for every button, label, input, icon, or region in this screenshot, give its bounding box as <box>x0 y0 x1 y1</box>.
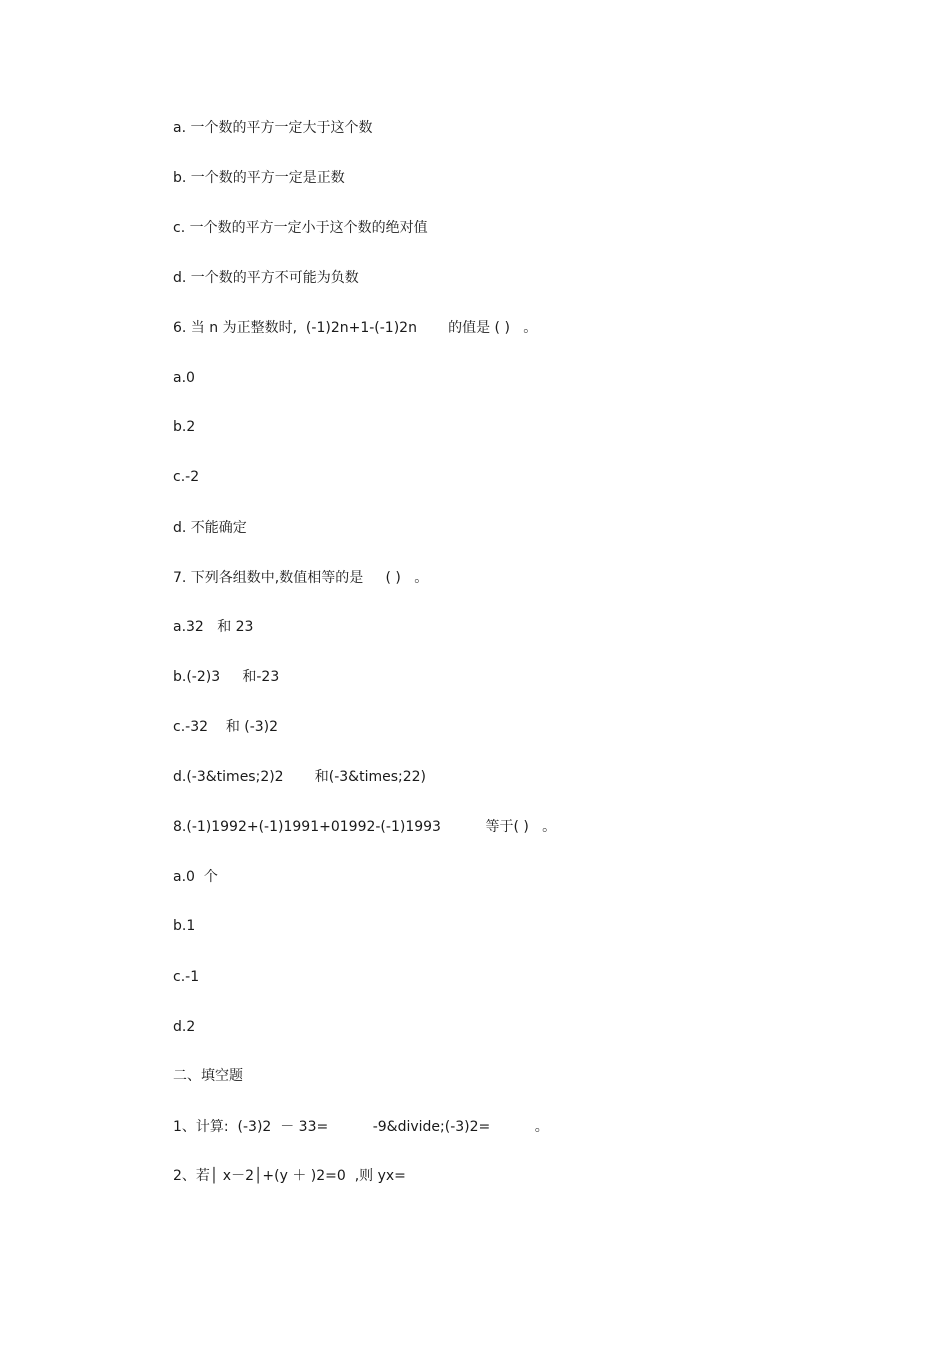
section-heading-fill-in: 二、填空题 <box>173 1068 243 1084</box>
option-d-q5: d. 一个数的平方不可能为负数 <box>173 270 359 286</box>
option-c-q7: c.-32 和 (-3)2 <box>173 719 279 735</box>
question-7: 7. 下列各组数中,数值相等的是 ( ) 。 <box>173 570 429 586</box>
option-b-q7: b.(-2)3 和-23 <box>173 669 280 685</box>
question-6: 6. 当 n 为正整数时, (-1)2n+1-(-1)2n 的值是 ( ) 。 <box>173 320 538 336</box>
option-d-q6: d. 不能确定 <box>173 520 247 536</box>
option-d-q7: d.(-3&times;2)2 和(-3&times;22) <box>173 769 426 785</box>
option-d-q8: d.2 <box>173 1019 196 1035</box>
fill-in-question-2: 2、若│ x－2│+(y ＋ )2=0 ,则 yx= <box>173 1168 406 1184</box>
option-c-q5: c. 一个数的平方一定小于这个数的绝对值 <box>173 220 428 236</box>
option-c-q6: c.-2 <box>173 469 200 485</box>
option-a-q5: a. 一个数的平方一定大于这个数 <box>173 120 373 136</box>
option-a-q8: a.0 个 <box>173 869 218 885</box>
fill-in-question-1: 1、计算: (-3)2 － 33= -9&divide;(-3)2= 。 <box>173 1119 549 1135</box>
option-a-q7: a.32 和 23 <box>173 619 254 635</box>
question-8: 8.(-1)1992+(-1)1991+01992-(-1)1993 等于( ) 。 <box>173 819 557 835</box>
option-a-q6: a.0 <box>173 370 195 386</box>
option-b-q6: b.2 <box>173 419 196 435</box>
option-c-q8: c.-1 <box>173 969 200 985</box>
option-b-q8: b.1 <box>173 918 196 934</box>
option-b-q5: b. 一个数的平方一定是正数 <box>173 170 345 186</box>
